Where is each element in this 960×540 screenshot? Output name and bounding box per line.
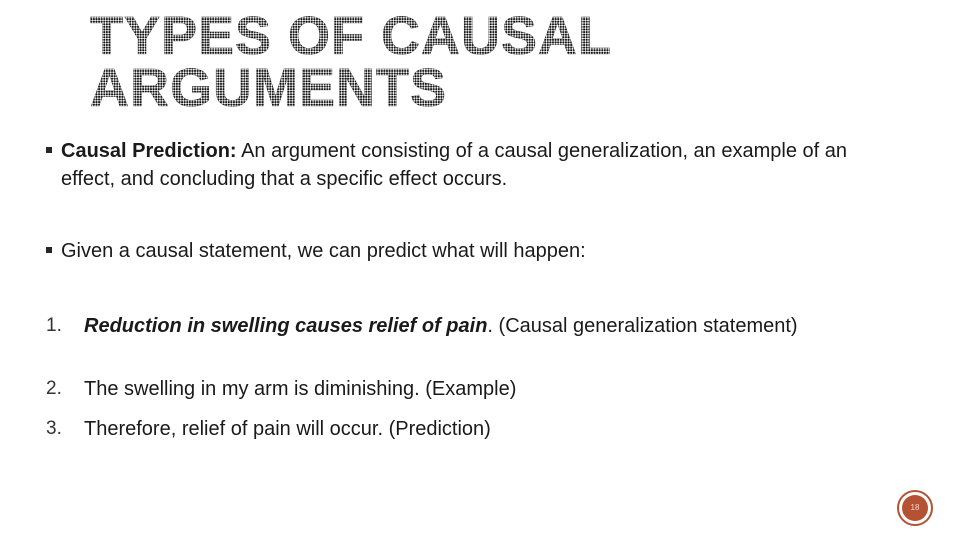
numbered-item-2: [46, 375, 876, 403]
slide-title-line-1: TYPES OF CAUSAL: [90, 6, 613, 66]
bullet-bold-term: Causal Prediction:: [61, 140, 237, 162]
bullet-causal-prediction: [46, 137, 876, 193]
numbered-item-1: [46, 312, 876, 340]
slide-number-badge: [897, 490, 933, 526]
bullet-text: Given a causal statement, we can predict what will happen:: [61, 240, 586, 262]
numbered-item-3: [46, 415, 876, 443]
item-text: The swelling in my arm is diminishing. (Example): [84, 378, 517, 400]
square-bullet-icon: [46, 247, 52, 253]
bullet-given-statement: [46, 237, 891, 265]
slide-title-line-2: ARGUMENTS: [90, 58, 447, 118]
item-rest: . (Causal generalization statement): [487, 315, 798, 337]
item-number: 1.: [46, 315, 62, 336]
item-text: [84, 312, 876, 340]
item-number: 3.: [46, 418, 62, 439]
item-number: 2.: [46, 378, 62, 399]
item-text: Therefore, relief of pain will occur. (Prediction): [84, 418, 491, 440]
bullet-text: An argument consisting of a causal generalization, an example of an effect, and concluding that a specific effect occurs.: [61, 140, 847, 190]
square-bullet-icon: [46, 147, 52, 153]
slide-number: 18: [902, 495, 928, 521]
slide-title: [90, 6, 690, 118]
item-emphasis: Reduction in swelling causes relief of pain: [84, 315, 488, 337]
slide-content: [46, 137, 876, 440]
